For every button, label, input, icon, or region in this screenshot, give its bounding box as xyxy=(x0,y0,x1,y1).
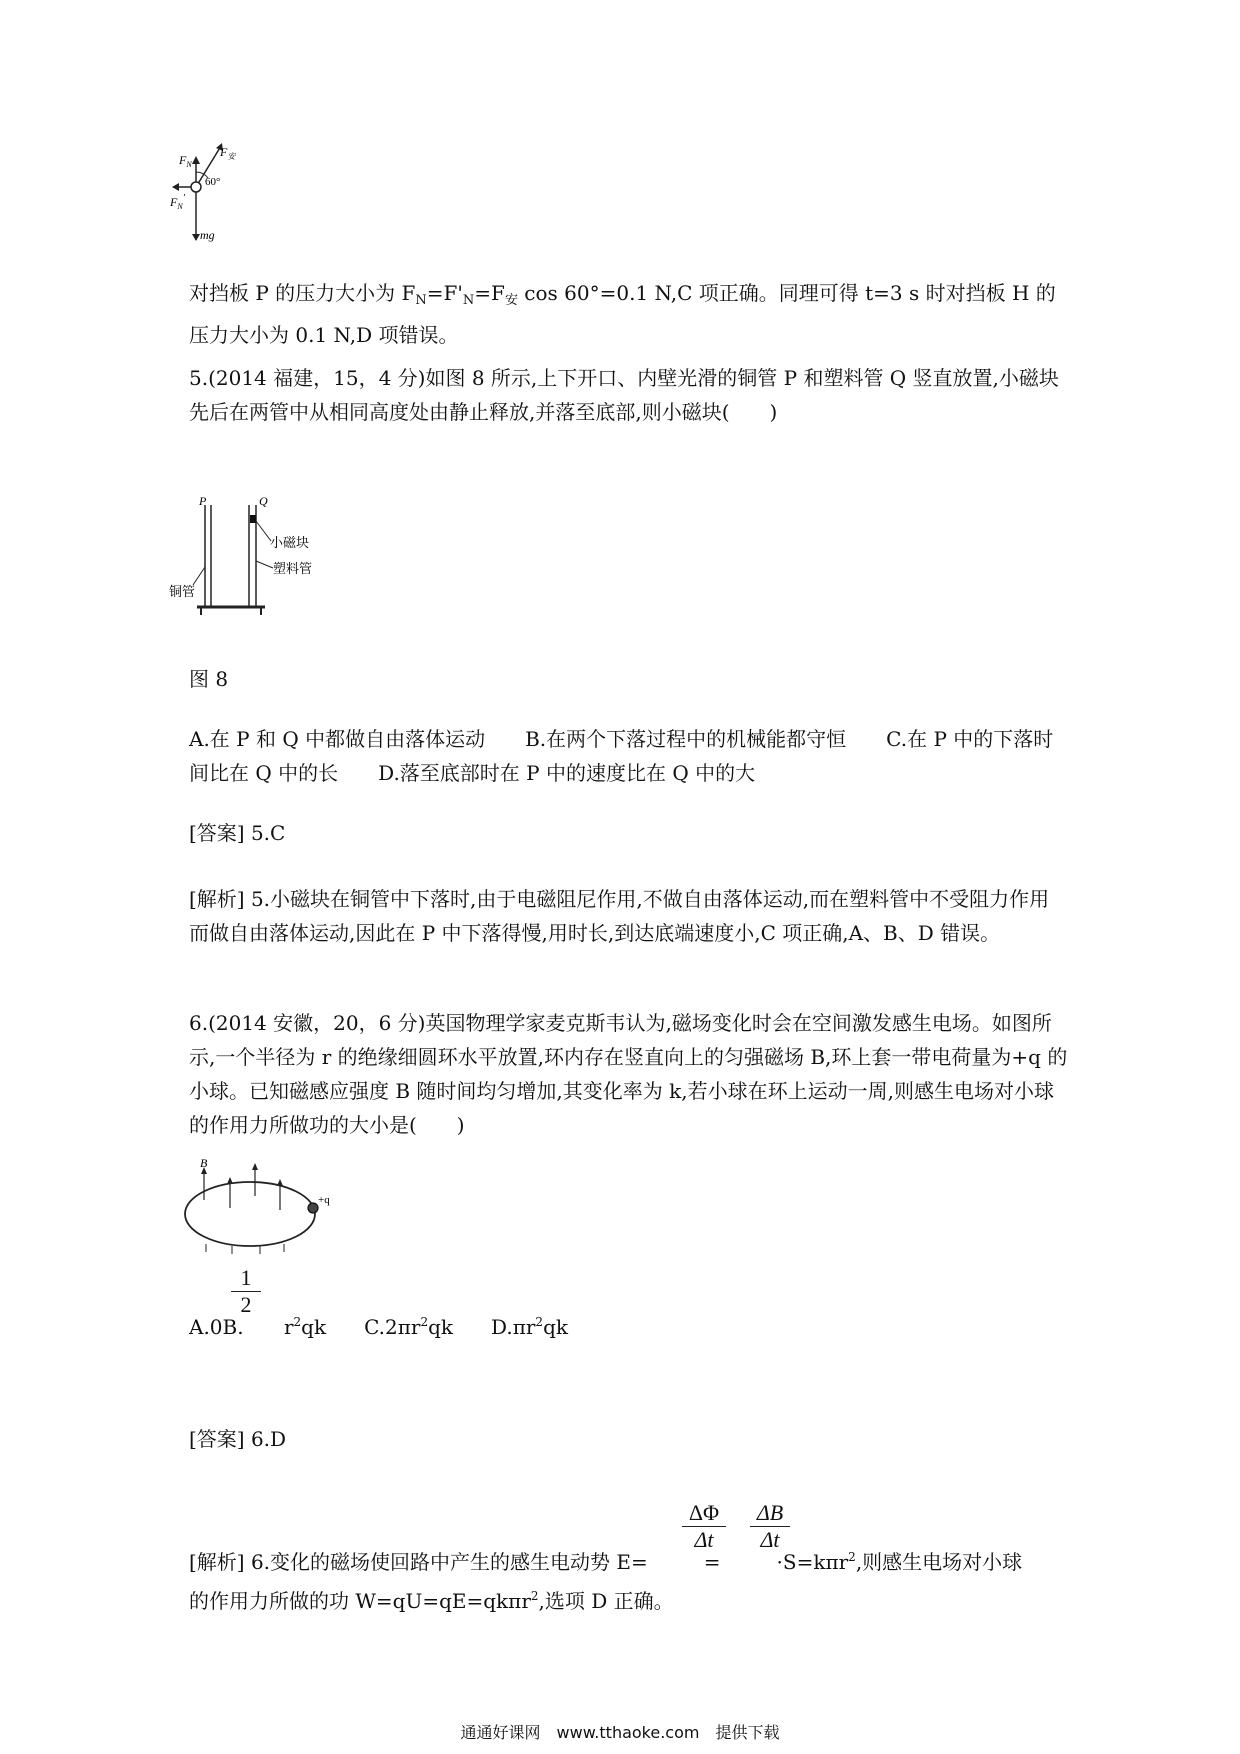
option-c: C.在 P 中的下落时间比在 Q 中的长 xyxy=(189,727,1054,785)
fraction-one-half: 1 2 xyxy=(231,1265,261,1318)
option-d: D.落至底部时在 P 中的速度比在 Q 中的大 xyxy=(378,761,756,785)
fraction-dphi-dt: ΔΦ Δt xyxy=(680,1500,728,1553)
question-5-answer: [答案] 5.C xyxy=(189,821,286,845)
tube-q-label: Q xyxy=(259,494,268,508)
option-a: A.在 P 和 Q 中都做自由落体运动 xyxy=(189,727,486,751)
mg-label: mg xyxy=(200,228,215,242)
b-field-label: B xyxy=(200,1156,208,1170)
question-5-options xyxy=(189,722,1069,790)
question-6-analysis: [解析] 6.变化的磁场使回路中产生的感生电动势 E= = ·S=kπr$^2$,则感生电场对小球 的作用力所做的功 W=qU=qE=qkπr$^2$,选项 D 正确。 xyxy=(189,1550,1023,1613)
page-footer: 通通好课网 www.tthaoke.com 提供下载 xyxy=(460,1723,780,1742)
fraction-db-dt: ΔB Δt xyxy=(748,1500,792,1553)
figure-8-caption: 图 8 xyxy=(189,667,229,691)
force-diagram xyxy=(170,140,280,245)
ring-diagram xyxy=(180,1158,340,1258)
copper-tube-label: 铜管 xyxy=(169,585,196,600)
option-b: B.在两个下落过程中的机械能都守恒 xyxy=(525,727,847,751)
tube-p-label: P xyxy=(199,494,207,508)
charge-label: +q xyxy=(318,1194,330,1206)
question-5-stem: 5.(2014 福建，15，4 分)如图 8 所示,上下开口、内壁光滑的铜管 P 和塑料管 Q 竖直放置,小磁块先后在两管中从相同高度处由静止释放,并落至底部,则小磁块( ) xyxy=(189,366,1059,424)
question-5-analysis: [解析] 5.小磁块在铜管中下落时,由于电磁阻尼作用,不做自由落体运动,而在塑料管中不受阻力作用而做自由落体运动,因此在 P 中下落得慢,用时长,到达底端速度小,C 项正确,A、B、D 错误。 xyxy=(189,887,1050,945)
fn-prime-label: $F_N'$ xyxy=(170,193,185,211)
para-force-result: 对挡板 P 的压力大小为 $F_N=F'_N=F_安$ cos 60°=0.1 N,C 项正确。同理可得 t=3 s 时对挡板 H 的压力大小为 0.1 N,D 项错误。 xyxy=(189,281,1056,347)
magnet-block xyxy=(250,515,256,523)
fn-label: $F_N$ xyxy=(179,153,192,169)
question-6-answer: [答案] 6.D xyxy=(189,1427,287,1451)
angle-label: 60° xyxy=(205,176,221,188)
charged-ball xyxy=(308,1203,318,1213)
magnet-label: 小磁块 xyxy=(270,536,310,551)
tubes-diagram xyxy=(169,494,335,620)
question-6-options: A.0B. $r^2qk$ $C.2\pi r^2qk$ $D.\pi r^2qk$ xyxy=(189,1315,568,1339)
f-an-label: $F_安$ xyxy=(220,145,236,161)
plastic-tube-label: 塑料管 xyxy=(273,562,313,577)
question-6-stem: 6.(2014 安徽，20，6 分)英国物理学家麦克斯韦认为,磁场变化时会在空间激发感生电场。如图所示,一个半径为 r 的绝缘细圆环水平放置,环内存在竖直向上的匀强磁场 B,环上套一带电荷量为+q 的小球。已知磁感应强度 B 随时间均匀增加,其变化率为 k,若小球在环上运动一周,则感生电场对小球的作用力所做功的大小是( ) xyxy=(189,1011,1068,1137)
